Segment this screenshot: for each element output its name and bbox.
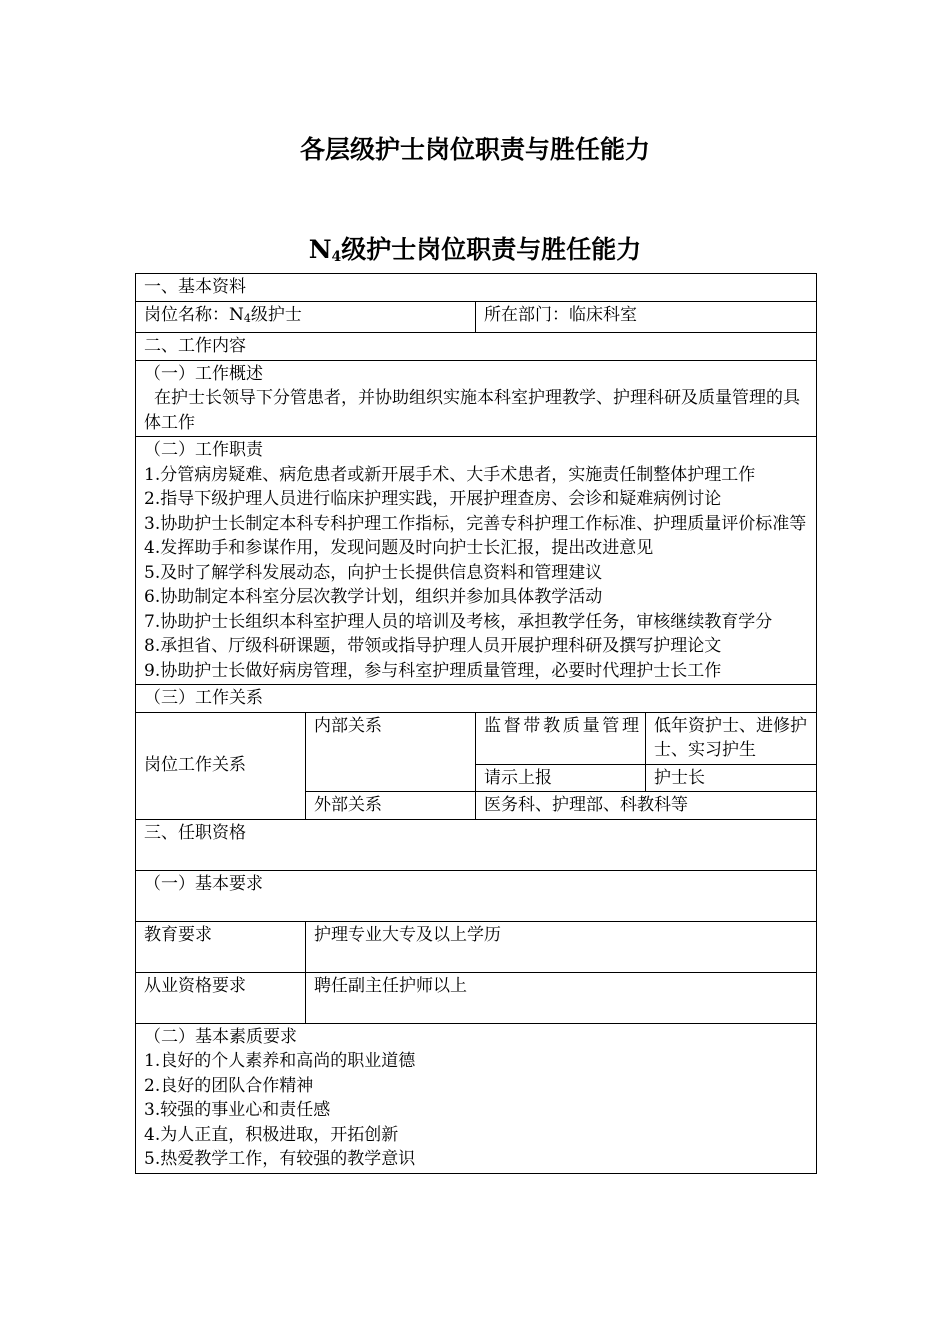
license-label: 从业资格要求	[136, 972, 306, 1023]
post-name-cell	[136, 301, 476, 333]
quality-item: 5.热爱教学工作，有较强的教学意识	[144, 1149, 416, 1169]
duty-item: 4.发挥助手和参谋作用，发现问题及时向护士长汇报，提出改进意见	[144, 538, 654, 558]
duty-item: 7.协助护士长组织本科室护理人员的培训及考核，承担教学任务，审核继续教育学分	[144, 611, 773, 632]
table-row	[136, 274, 817, 302]
license-value: 聘任副主任护师以上	[306, 972, 817, 1023]
quality-item: 4.为人正直，积极进取，开拓创新	[144, 1124, 399, 1145]
education-value: 护理专业大专及以上学历	[306, 921, 817, 972]
table-row	[136, 360, 817, 437]
supervise-targets: 低年资护士、进修护士、实习护生	[646, 712, 817, 764]
report-label: 请示上报	[476, 764, 646, 792]
overview-heading: （一）工作概述	[144, 363, 263, 384]
post-name-subscript: 4	[243, 311, 251, 325]
duty-table	[135, 273, 817, 1174]
duty-item: 9.协助护士长做好病房管理，参与科室护理质量管理，必要时代理护士长工作	[144, 660, 722, 681]
qualification-heading: 三、任职资格	[136, 819, 817, 870]
table-row	[136, 301, 817, 333]
qualities-cell	[136, 1023, 817, 1173]
external-relations: 外部关系	[306, 792, 476, 820]
section-title-prefix: N	[308, 235, 332, 264]
table-row	[136, 712, 817, 764]
section-title	[0, 230, 950, 266]
table-row	[136, 819, 817, 870]
internal-relations: 内部关系	[306, 712, 476, 792]
table-row	[136, 685, 817, 713]
external-targets: 医务科、护理部、科教科等	[476, 792, 817, 820]
post-name-label: 岗位名称：N	[144, 304, 244, 325]
duties-heading: （二）工作职责	[144, 440, 263, 460]
duties-cell	[136, 437, 817, 685]
duty-item: 8.承担省、厅级科研课题，带领或指导护理人员开展护理科研及撰写护理论文	[144, 636, 722, 656]
quality-item: 2.良好的团队合作精神	[144, 1075, 314, 1096]
report-target: 护士长	[646, 764, 817, 792]
overview-text: 在护士长领导下分管患者，并协助组织实施本科室护理教学、护理科研及质量管理的具体工作	[144, 388, 800, 433]
table-row	[136, 921, 817, 972]
department-cell: 所在部门：临床科室	[476, 301, 817, 333]
duty-item: 3.协助护士长制定本科专科护理工作指标，完善专科护理工作标准、护理质量评价标准等	[144, 513, 807, 534]
duty-item: 5.及时了解学科发展动态，向护士长提供信息资料和管理建议	[144, 562, 603, 583]
table-row	[136, 1023, 817, 1173]
relations-heading: （三）工作关系	[136, 685, 817, 713]
supervise-label: 监督带教质量管理	[476, 712, 646, 764]
overview-cell	[136, 360, 817, 437]
table-row	[136, 333, 817, 361]
quality-item: 3.较强的事业心和责任感	[144, 1100, 331, 1120]
section-title-rest: 级护士岗位职责与胜任能力	[341, 235, 642, 264]
quality-item: 1.良好的个人素养和高尚的职业道德	[144, 1051, 416, 1071]
work-heading: 二、工作内容	[136, 333, 817, 361]
table-row	[136, 972, 817, 1023]
basic-heading: 一、基本资料	[136, 274, 817, 302]
qualities-heading: （二）基本素质要求	[144, 1026, 297, 1047]
post-name-rest: 级护士	[250, 304, 302, 325]
relations-label: 岗位工作关系	[136, 712, 306, 819]
table-row	[136, 870, 817, 921]
basic-requirements-heading: （一）基本要求	[136, 870, 817, 921]
duty-item: 2.指导下级护理人员进行临床护理实践，开展护理查房、会诊和疑难病例讨论	[144, 489, 722, 509]
duty-item: 6.协助制定本科室分层次教学计划，组织并参加具体教学活动	[144, 587, 603, 607]
education-label: 教育要求	[136, 921, 306, 972]
section-title-subscript: 4	[331, 249, 342, 265]
duty-item: 1.分管病房疑难、病危患者或新开展手术、大手术患者，实施责任制整体护理工作	[144, 464, 756, 485]
document-title: 各层级护士岗位职责与胜任能力	[299, 135, 650, 164]
table-row	[136, 437, 817, 685]
